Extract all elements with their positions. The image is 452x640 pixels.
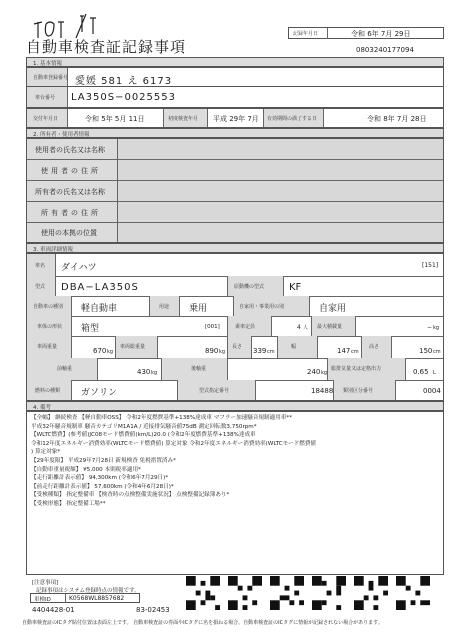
section-basic-header: 1. 基本情報 [26,57,444,67]
left-code: 4404428-01 [32,606,75,614]
owner-name-label: 所有者の氏名又は名称 [35,188,105,196]
first-reg-date: 平成 29年 7月 [213,115,259,123]
dates-row: 交付年月日 令和 5年 5月 11日 初度検査年月 平成 29年 7月 有効期間の満了する日 令和 8年 7月 28日 [26,108,444,128]
inspection-id-value: K0568WL8857682 [69,595,125,602]
issue-date-box [288,27,444,39]
cert-value: 18488 [311,387,334,395]
rear-axle-value: 240 [307,368,321,376]
qr-code-icon [354,576,388,610]
document-number: 0803240177094 [356,46,414,54]
remark-line: ) 算定対象* [31,449,61,456]
remark-line: 【自動車重量税額】 ¥5,000 本則税率適用* [31,466,141,473]
height-value: 150 [419,347,433,355]
remark-line: 【29年度限】 平成29年7月28日 新規検査 免税措置済み* [31,457,176,464]
section-owner-header: 2. 所有者・使用者情報 [26,128,444,138]
issue-date: 令和 5年 5月 11日 [85,115,145,123]
kind-value: 軽自動車 [81,304,118,314]
document-title: 自動車検査証記録事項 [26,38,187,56]
owner-block [26,138,444,243]
vin-value: LA350S−0025553 [71,92,176,103]
qr-code-icon [396,576,430,610]
remark-line: 【WLTC燃費】(参考値)JC08モード燃費値(km/L)20.0 (令和2年度燃費基準+138%達成車 [31,432,256,439]
length-value: 339 [253,347,267,355]
qr-code-icon [228,576,262,610]
remark-line: 平成32年騒音規制車 騒音カテゴリM1A1A / 近接排気騒音値75dB 測定回転数3,750rpm* [31,423,257,430]
gross-value: 890 [205,347,219,355]
qr-code-icon [270,576,304,610]
vin-label: 車台番号 [35,95,56,101]
base-location-label: 使用の本拠の位置 [41,229,97,237]
class-value: 0004 [423,387,441,395]
user-address-label: 使用者の住所 [41,167,101,175]
displacement-value: 0.65 [413,368,429,376]
model-value: DBA−LA350S [61,282,139,293]
fuel-value: ガソリン [81,388,118,398]
section-remarks-header: 4. 備考 [26,401,444,411]
remarks-block [26,411,444,575]
remark-line: 【受検形態】 指定整備工場** [31,500,106,507]
private-value: 自家用 [319,304,347,314]
bottom-notice: 自動車検査証のICタグ貼付位置は表面左上です。 自動車検査証の券面やICタグに名を損ねる場合、自動車検査証のICタグに情報が記録されない場合があります。 [22,620,383,626]
engine-value: KF [289,282,302,293]
maxload-value: − [427,324,433,331]
maker-value: ダイハツ [61,263,97,273]
issue-date-value: 令和 6年 7月 29日 [351,30,411,38]
section-vehicle-header: 3. 車両詳細情報 [26,243,444,253]
front-axle-value: 430 [137,368,151,376]
remark-line: 令和12年度エネルギー消費効率(WLTCモード燃費値) 算定対象 令和2年度エネルギー消費効率(WLTCモード燃費値 [31,440,317,447]
remark-line: 【走行距離計表示値】 94,300km (令和6年7月29日)* [31,475,169,482]
plate-row [26,67,444,87]
vin-row [26,86,444,108]
expiry-date: 令和 8年 7月 28日 [367,115,427,123]
issue-date-label: 記録年月日 [293,31,319,37]
inspection-id-box: 車検ID K0568WL8857682 [30,593,140,603]
plate-label: 自動車登録番号 [33,75,69,81]
weight-value: 670 [93,347,107,355]
shape-code: [001] [205,324,220,330]
plate-value: 愛媛 581 え 6173 [75,76,173,87]
qr-code-icon [186,576,220,610]
remark-line: 【全幅】 継続検査 【軽自動車OSS】 令和2年度燃費基準+138%達成車 マフラー加速騒音規制適用車** [31,415,293,421]
remark-line: 【前走行距離計表示値】 57,600km (令和4年6月28日)* [31,483,174,490]
shape-value: 箱型 [81,324,100,334]
remark-line: 【受検種類】 指定整備車 【検査時の点検整備実施状況】 点検整備記録簿あり* [31,492,230,499]
remarks-list [31,414,441,509]
vehicle-block: 車名 ダイハツ [151] 型式 DBA−LA350S 原動機の型式 KF 自動車の種別 軽自動車 用途 乗用 自家用・事業用の別 自家用 車体の形状 箱型 [001] 乗車定員 4 人 最大積載量 − kg 車両重量 670 kg 車両総重量 890 kg 長さ 339 cm 幅 147 cm 高さ 150 cm 前軸重 430 kg 後軸重 240 kg 総排気量又は定格出力 0.65 L 燃料の種類 ガソリン 型式指定番号 18488 類別区分番号 0004 [26,253,444,401]
width-value: 147 [337,347,351,355]
use-value: 乗用 [189,304,208,314]
right-code: 83-02453 [136,606,170,614]
maker-code: [151] [422,262,439,269]
user-name-label: 使用者の氏名又は名称 [35,146,105,154]
owner-address-label: 所有者の住所 [41,209,101,217]
qr-code-icon [312,576,346,610]
notes-label: [注意事項] [32,580,59,586]
notes-text: 記録事項はシステム登録時点の情報です。 [36,588,140,594]
capacity-value: 4 [297,324,301,331]
